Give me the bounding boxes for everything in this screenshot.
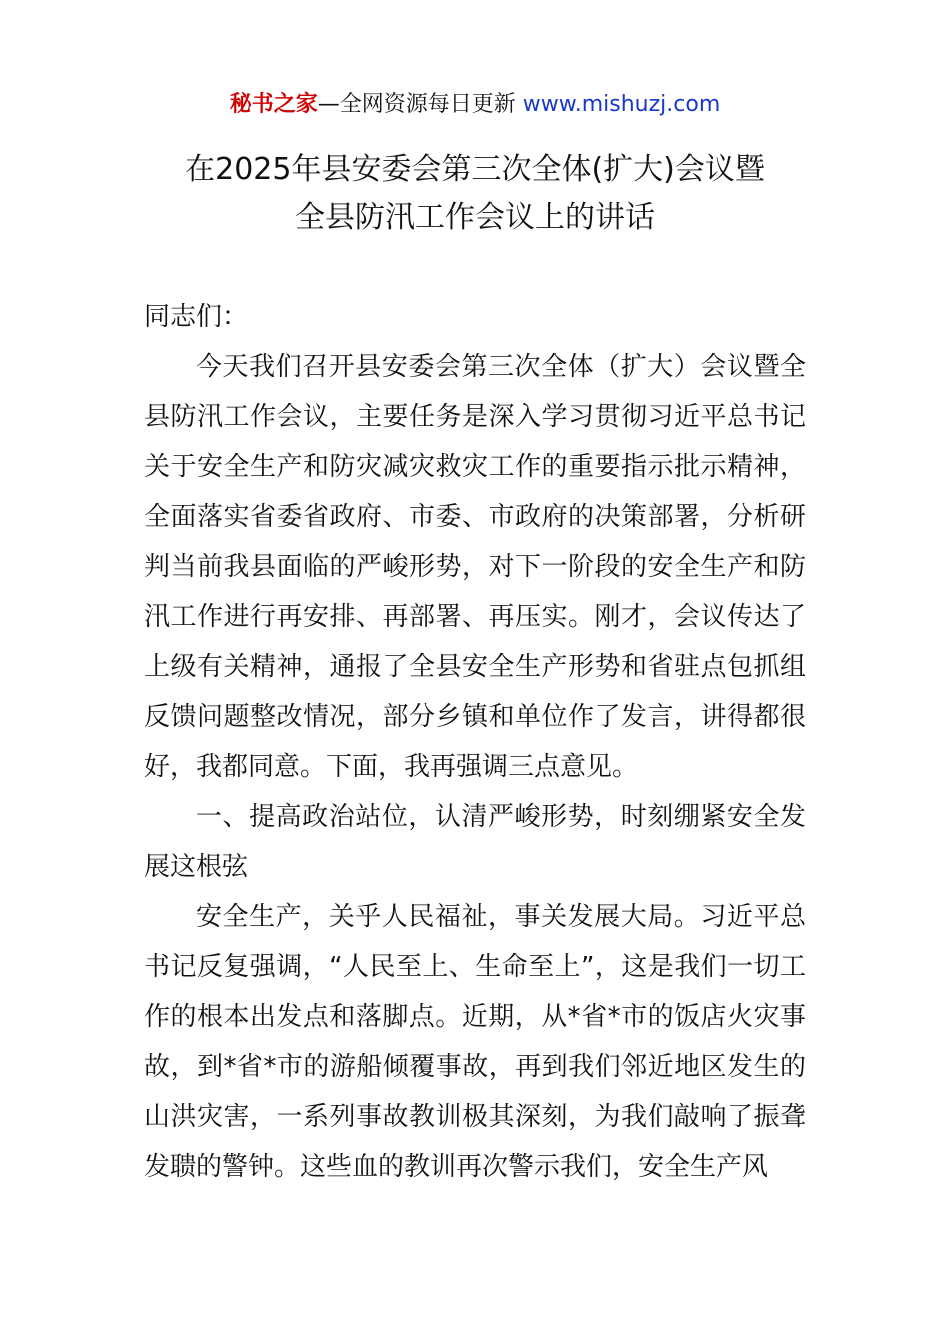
paragraph-intro: 今天我们召开县安委会第三次全体（扩大）会议暨全县防汛工作会议，主要任务是深入学习贯彻习近平总书记关于安全生产和防灾减灾救灾工作的重要指示批示精神，全面落实省委省政府、市委、市政府的决策部署，分析研判当前我县面临的严峻形势，对下一阶段的安全生产和防汛工作进行再安排、再部署、再压实。刚才，会议传达了上级有关精神，通报了全县安全生产形势和省驻点包抓组反馈问题整改情况，部分乡镇和单位作了发言，讲得都很好，我都同意。下面，我再强调三点意见。 — [144, 352, 806, 782]
salutation: 同志们： — [144, 302, 249, 332]
site-url-link[interactable]: www.mishuzj.com — [522, 92, 721, 117]
title-line-1: 在2025年县安委会第三次全体(扩大)会议暨 — [185, 152, 765, 187]
title-line-2: 全县防汛工作会议上的讲话 — [295, 200, 655, 235]
site-brand: 秘书之家 — [229, 92, 318, 117]
site-header — [0, 88, 950, 122]
document-body — [144, 292, 806, 1192]
site-tagline: —全网资源每日更新 — [317, 92, 523, 117]
document-title — [0, 146, 950, 242]
paragraph-section-1: 安全生产，关乎人民福祉，事关发展大局。习近平总书记反复强调，“人民至上、生命至上”，这是我们一切工作的根本出发点和落脚点。近期，从*省*市的饭店火灾事故，到*省*市的游船倾覆事故，再到我们邻近地区发生的山洪灾害，一系列事故教训极其深刻，为我们敲响了振聋发聩的警钟。这些血的教训再次警示我们，安全生产风 — [144, 902, 806, 1182]
section-heading-1: 一、提高政治站位，认清严峻形势，时刻绷紧安全发展这根弦 — [144, 802, 806, 882]
